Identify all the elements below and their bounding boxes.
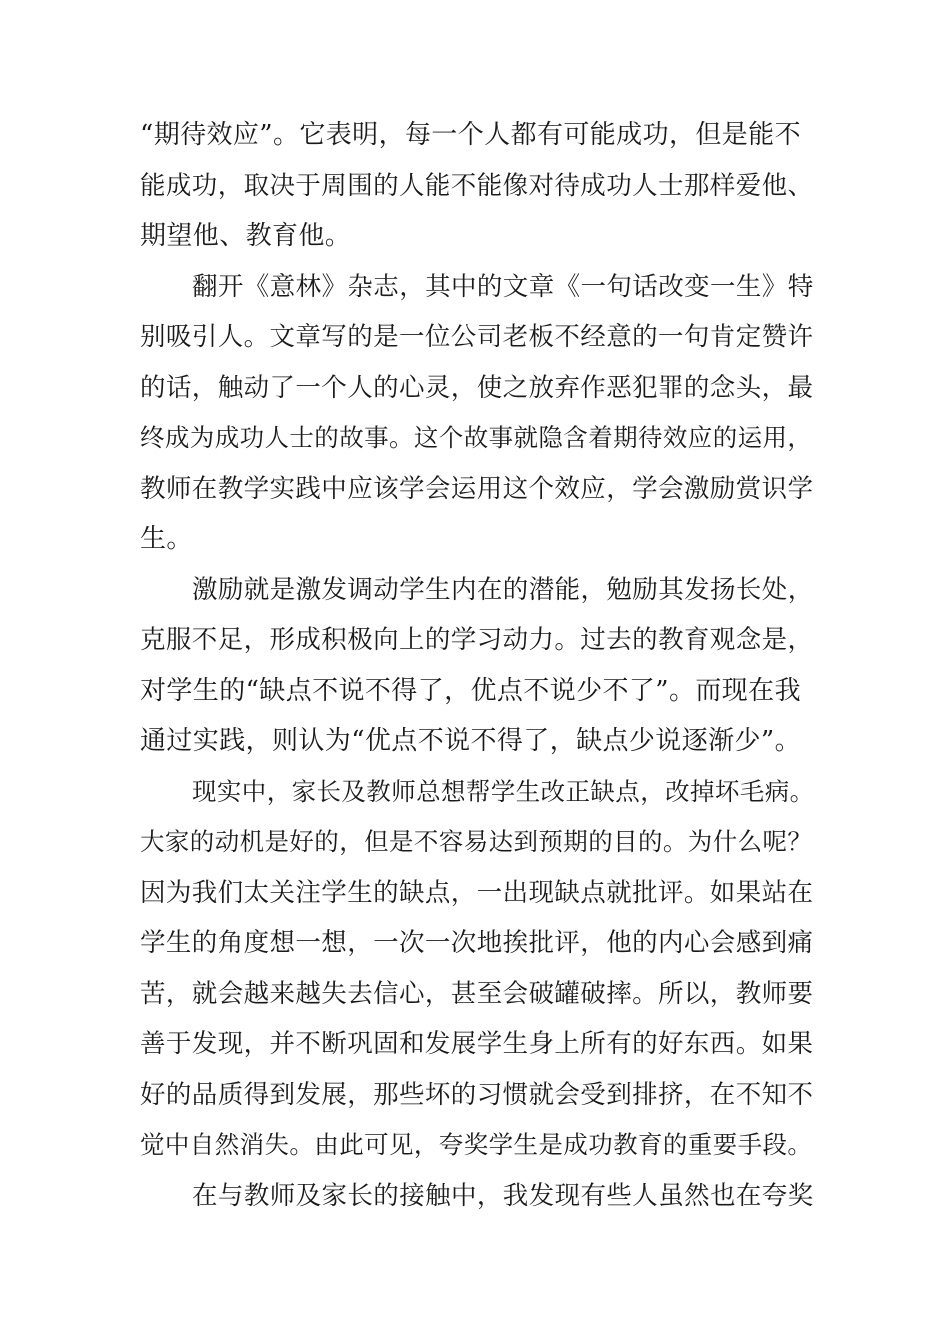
text-line: 期望他、教育他。 [140, 221, 352, 251]
body-text [140, 110, 820, 1221]
text-line: 觉中自然消失。由此可见，夸奖学生是成功教育的重要手段。 [140, 1130, 813, 1159]
text-line: 教师在教学实践中应该学会运用这个效应，学会激励赏识学 [140, 473, 814, 504]
text-line: 克服不足，形成积极向上的学习动力。过去的教育观念是， [140, 625, 814, 655]
text-line: 终成为成功人士的故事。这个故事就隐含着期待效应的运用， [140, 423, 813, 452]
text-line: 学生的角度想一想，一次一次地挨批评，他的内心会感到痛 [140, 928, 814, 958]
text-line: 别吸引人。文章写的是一位公司老板不经意的一句肯定赞许 [140, 322, 814, 352]
text-line: 生。 [140, 524, 193, 554]
text-line: 大家的动机是好的，但是不容易达到预期的目的。为什么呢？ [140, 827, 813, 856]
text-line: 在与教师及家长的接触中，我发现有些人虽然也在夸奖 [192, 1180, 814, 1211]
text-line: 激励就是激发调动学生内在的潜能，勉励其发扬长处， [192, 574, 814, 605]
text-line: 能成功，取决于周围的人能不能像对待成功人士那样爱他、 [140, 170, 814, 201]
text-line: 的话，触动了一个人的心灵，使之放弃作恶犯罪的念头，最 [140, 372, 814, 403]
text-line: 因为我们太关注学生的缺点，一出现缺点就批评。如果站在 [140, 877, 814, 908]
text-line: 善于发现，并不断巩固和发展学生身上所有的好东西。如果 [140, 1029, 814, 1059]
text-line: 通过实践，则认为“优点不说不得了，缺点少说逐渐少”。 [140, 726, 801, 756]
text-line: 现实中，家长及教师总想帮学生改正缺点，改掉坏毛病。 [192, 776, 815, 806]
text-line: 翻开《意林》杂志，其中的文章《一句话改变一生》特 [192, 271, 814, 302]
text-line: “期待效应”。它表明，每一个人都有可能成功，但是能不 [140, 120, 801, 150]
text-line: 对学生的“缺点不说不得了，优点不说少不了”。而现在我 [140, 675, 801, 706]
text-line: 苦，就会越来越失去信心，甚至会破罐破摔。所以，教师要 [140, 978, 814, 1009]
text-line: 好的品质得到发展，那些坏的习惯就会受到排挤，在不知不 [140, 1079, 814, 1110]
